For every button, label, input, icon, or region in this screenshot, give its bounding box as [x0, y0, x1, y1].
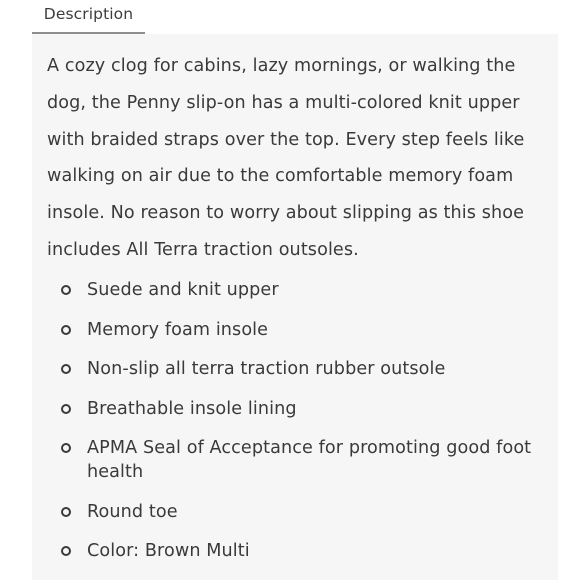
feature-item [32, 436, 558, 484]
tab-bar [0, 0, 580, 36]
feature-text: Non-slip all terra traction rubber outsole [87, 359, 446, 379]
feature-item [32, 357, 558, 381]
feature-text: Breathable insole lining [87, 398, 297, 419]
feature-item [32, 539, 558, 563]
bullet-icon [61, 364, 71, 374]
feature-item [32, 500, 558, 524]
bullet-icon [61, 325, 71, 335]
feature-text: APMA Seal of Acceptance for promoting good foot health [87, 438, 532, 482]
bullet-icon [61, 546, 71, 556]
feature-item [32, 397, 558, 421]
feature-text: Memory foam insole [87, 319, 269, 340]
feature-text: Suede and knit upper [87, 280, 279, 300]
description-panel [32, 34, 558, 580]
bullet-icon [61, 404, 71, 414]
description-text: A cozy clog for cabins, lazy mornings, or walking the dog, the Penny slip-on has a multi-colored knit upper with braided straps over the top. Every step feels like walking on air due to the comfortable memory foam insole. No reason to worry about slipping as this shoe includes All Terra traction outsoles. [47, 56, 525, 260]
feature-text: Color: Brown Multi [87, 541, 250, 561]
feature-item [32, 278, 558, 302]
feature-text: Round toe [87, 501, 178, 522]
feature-item [32, 318, 558, 342]
bullet-icon [61, 507, 71, 517]
bullet-icon [61, 443, 71, 453]
tab-description[interactable]: Description [32, 0, 145, 34]
feature-list [32, 278, 558, 579]
bullet-icon [61, 285, 71, 295]
